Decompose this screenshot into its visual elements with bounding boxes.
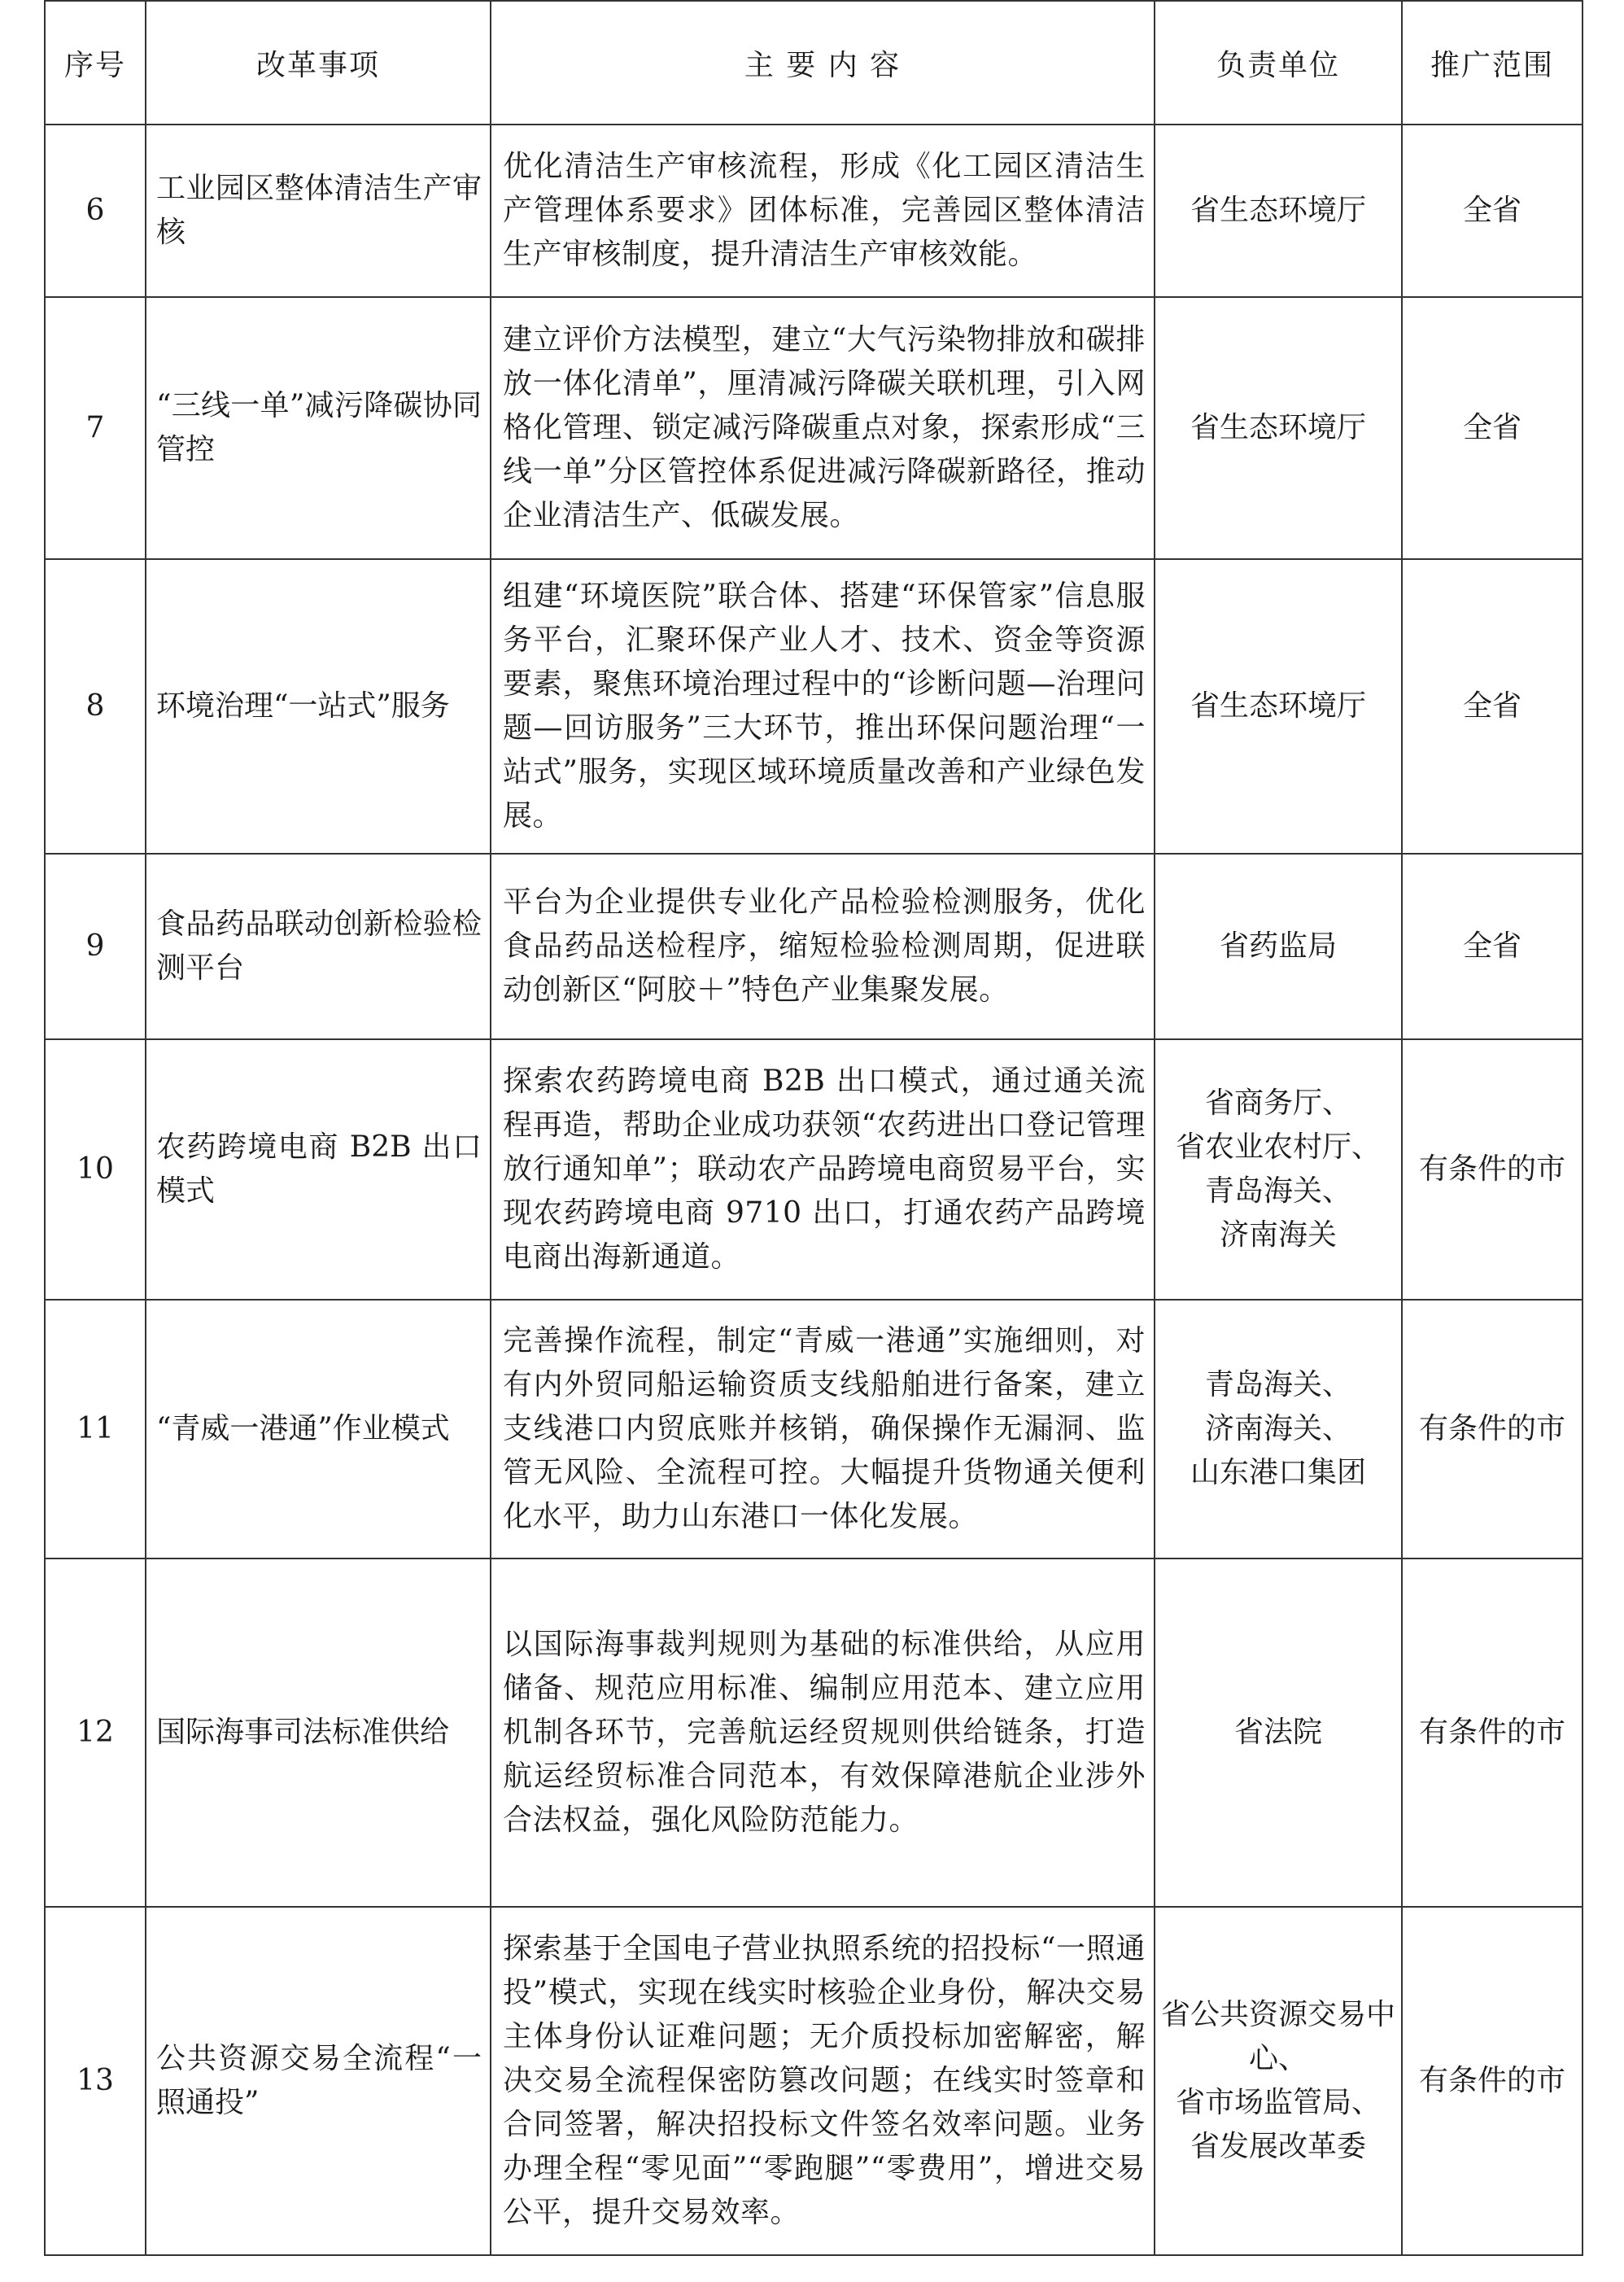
table-row (45, 297, 1583, 559)
main-content: 完善操作流程，制定“青威一港通”实施细则，对有内外贸同船运输资质支线船舶进行备案，建立支线港口内贸底账并核销，确保操作无漏洞、监管无风险、全流程可控。大幅提升货物通关便利化水平，助力山东港口一体化发展。 (491, 1300, 1155, 1558)
reform-table (44, 0, 1583, 2256)
row-num: 9 (45, 854, 146, 1039)
table-row (45, 125, 1583, 297)
reform-item: “三线一单”减污降碳协同管控 (146, 297, 491, 559)
responsible-unit (1155, 1907, 1402, 2255)
row-num: 11 (45, 1300, 146, 1558)
unit-name: 青岛海关、 (1204, 1368, 1351, 1401)
table-row (45, 559, 1583, 854)
unit-name: 青岛海关、 (1204, 1174, 1351, 1208)
main-content: 以国际海事裁判规则为基础的标准供给，从应用储备、规范应用标准、编制应用范本、建立应用机制各环节，完善航运经贸规则供给链条，打造航运经贸标准合同范本，有效保障港航企业涉外合法权益，强化风险防范能力。 (491, 1558, 1155, 1907)
row-num: 7 (45, 297, 146, 559)
promotion-scope: 有条件的市 (1402, 1907, 1583, 2255)
reform-item: 工业园区整体清洁生产审核 (146, 125, 491, 297)
reform-item: 食品药品联动创新检验检测平台 (146, 854, 491, 1039)
promotion-scope: 全省 (1402, 125, 1583, 297)
promotion-scope: 全省 (1402, 559, 1583, 854)
main-content: 探索农药跨境电商 B2B 出口模式，通过通关流程再造，帮助企业成功获领“农药进出口登记管理放行通知单”；联动农产品跨境电商贸易平台，实现农药跨境电商 9710 出口，打通农药产品跨境电商出海新通道。 (491, 1039, 1155, 1300)
reform-item: 农药跨境电商 B2B 出口模式 (146, 1039, 491, 1300)
promotion-scope: 有条件的市 (1402, 1558, 1583, 1907)
header-row (45, 1, 1583, 125)
table-row (45, 1300, 1583, 1558)
unit-name: 省法院 (1233, 1716, 1322, 1749)
promotion-scope: 有条件的市 (1402, 1039, 1583, 1300)
main-content: 平台为企业提供专业化产品检验检测服务，优化食品药品送检程序，缩短检验检测周期，促进联动创新区“阿胶＋”特色产业集聚发展。 (491, 854, 1155, 1039)
unit-name: 省药监局 (1219, 929, 1337, 963)
row-num: 12 (45, 1558, 146, 1907)
reform-item: 国际海事司法标准供给 (146, 1558, 491, 1907)
unit-name: 省生态环境厅 (1190, 194, 1366, 227)
responsible-unit (1155, 297, 1402, 559)
table-row (45, 1907, 1583, 2255)
unit-name: 省公共资源交易中心、 (1160, 1998, 1395, 2075)
header-content: 主 要 内 容 (491, 1, 1155, 125)
responsible-unit (1155, 125, 1402, 297)
header-unit: 负责单位 (1155, 1, 1402, 125)
promotion-scope: 全省 (1402, 297, 1583, 559)
main-content: 建立评价方法模型，建立“大气污染物排放和碳排放一体化清单”，厘清减污降碳关联机理，引入网格化管理、锁定减污降碳重点对象，探索形成“三线一单”分区管控体系促进减污降碳新路径，推动企业清洁生产、低碳发展。 (491, 297, 1155, 559)
unit-name: 山东港口集团 (1190, 1456, 1366, 1489)
header-num: 序号 (45, 1, 146, 125)
row-num: 13 (45, 1907, 146, 2255)
responsible-unit (1155, 854, 1402, 1039)
table-row (45, 1039, 1583, 1300)
unit-name: 济南海关 (1219, 1218, 1337, 1252)
unit-name: 省农业农村厅、 (1175, 1130, 1381, 1164)
table-row (45, 1558, 1583, 1907)
row-num: 10 (45, 1039, 146, 1300)
reform-item: 环境治理“一站式”服务 (146, 559, 491, 854)
unit-name: 省市场监管局、 (1175, 2086, 1381, 2119)
main-content: 探索基于全国电子营业执照系统的招投标“一照通投”模式，实现在线实时核验企业身份，解决交易主体身份认证难问题；无介质投标加密解密，解决交易全流程保密防篡改问题；在线实时签章和合同签署，解决招投标文件签名效率问题。业务办理全程“零见面”“零跑腿”“零费用”，增进交易公平，提升交易效率。 (491, 1907, 1155, 2255)
main-content: 组建“环境医院”联合体、搭建“环保管家”信息服务平台，汇聚环保产业人才、技术、资金等资源要素，聚焦环境治理过程中的“诊断问题—治理问题—回访服务”三大环节，推出环保问题治理“一站式”服务，实现区域环境质量改善和产业绿色发展。 (491, 559, 1155, 854)
responsible-unit (1155, 559, 1402, 854)
row-num: 6 (45, 125, 146, 297)
unit-name: 省生态环境厅 (1190, 689, 1366, 723)
unit-name: 济南海关、 (1204, 1412, 1351, 1445)
responsible-unit (1155, 1039, 1402, 1300)
promotion-scope: 全省 (1402, 854, 1583, 1039)
promotion-scope: 有条件的市 (1402, 1300, 1583, 1558)
responsible-unit (1155, 1300, 1402, 1558)
unit-name: 省生态环境厅 (1190, 411, 1366, 444)
main-content: 优化清洁生产审核流程，形成《化工园区清洁生产管理体系要求》团体标准，完善园区整体清洁生产审核制度，提升清洁生产审核效能。 (491, 125, 1155, 297)
unit-name: 省商务厅、 (1204, 1086, 1351, 1120)
header-scope: 推广范围 (1402, 1, 1583, 125)
reform-item: “青威一港通”作业模式 (146, 1300, 491, 1558)
header-item: 改革事项 (146, 1, 491, 125)
unit-name: 省发展改革委 (1190, 2130, 1366, 2163)
table-row (45, 854, 1583, 1039)
responsible-unit (1155, 1558, 1402, 1907)
row-num: 8 (45, 559, 146, 854)
reform-item: 公共资源交易全流程“一照通投” (146, 1907, 491, 2255)
